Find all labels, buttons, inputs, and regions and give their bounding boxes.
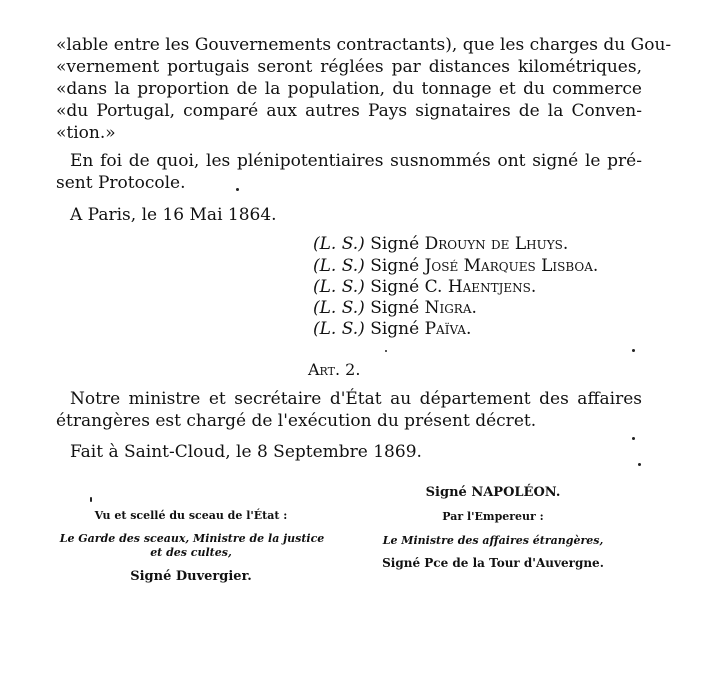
signatory-name: Nigra.: [424, 298, 477, 318]
place-date: A Paris, le 16 Mai 1864.: [70, 205, 277, 225]
keeper-signature: Signé Duvergier.: [130, 569, 252, 584]
signe-word: Signé: [370, 319, 420, 339]
article-line-2: étrangères est chargé de l'exécution du présent décret.: [56, 411, 537, 431]
signatory-name: C. Haentjens.: [424, 277, 537, 297]
signatory-name: Païva.: [424, 319, 472, 339]
seal-mark: (L. S.): [313, 298, 365, 318]
by-emperor: Par l'Empereur :: [442, 510, 544, 523]
emperor-signature: Signé NAPOLÉON.: [425, 485, 561, 500]
keeper-title-line-2: et des cultes,: [150, 546, 232, 559]
body-line-3: «dans la proportion de la population, du tonnage et du commerce: [56, 79, 642, 99]
seal-mark: (L. S.): [313, 277, 365, 297]
paragraph-2-line-2: sent Protocole.: [56, 173, 186, 193]
body-line-1: «lable entre les Gouvernements contractants), que les charges du Gou-: [56, 35, 672, 55]
signatory-5: [313, 318, 471, 340]
body-line-4: «du Portugal, comparé aux autres Pays signataires de la Conven-: [56, 101, 642, 121]
signatory-2: [313, 255, 598, 277]
foreign-minister-signature: Signé Pce de la Tour d'Auvergne.: [382, 556, 604, 570]
paragraph-2-line-1: En foi de quoi, les plénipotentiaires susnommés ont signé le pré-: [70, 151, 642, 171]
signatory-name: Drouyn de Lhuys.: [424, 234, 569, 254]
article-line-1: Notre ministre et secrétaire d'État au département des affaires: [70, 389, 642, 409]
scan-speck: [236, 188, 239, 191]
signatory-3: [313, 276, 536, 298]
signe-word: Signé: [370, 234, 420, 254]
seal-statement: Vu et scellé du sceau de l'État :: [94, 509, 288, 522]
scan-speck: [632, 349, 635, 352]
scan-speck: [385, 350, 387, 352]
keeper-title-line-1: Le Garde des sceaux, Ministre de la justice: [59, 532, 325, 545]
seal-mark: (L. S.): [313, 319, 365, 339]
seal-mark: (L. S.): [313, 256, 365, 276]
article-heading: Art. 2.: [308, 360, 361, 379]
scan-speck: [638, 463, 641, 466]
signatory-1: [313, 233, 568, 255]
signatory-name: José Marques Lisboa.: [424, 256, 599, 276]
scan-speck: [90, 497, 92, 502]
scan-speck: [632, 437, 635, 440]
body-line-2: «vernement portugais seront réglées par distances kilométriques,: [56, 57, 642, 77]
signe-word: Signé: [370, 298, 420, 318]
seal-mark: (L. S.): [313, 234, 365, 254]
done-at: Fait à Saint-Cloud, le 8 Septembre 1869.: [70, 442, 422, 462]
signe-word: Signé: [370, 277, 420, 297]
foreign-minister-title: Le Ministre des affaires étrangères,: [382, 534, 604, 547]
signe-word: Signé: [370, 256, 420, 276]
signatory-4: [313, 297, 477, 319]
body-line-5: «tion.»: [56, 123, 116, 143]
